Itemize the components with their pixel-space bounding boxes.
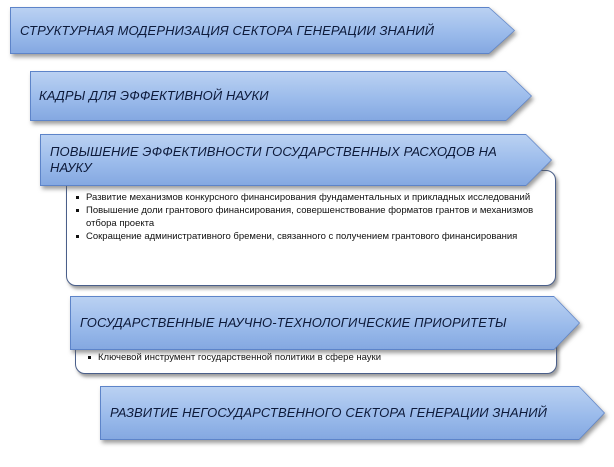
- step-arrow-priorities: [70, 296, 580, 350]
- list-item: Ключевой инструмент государственной политики в сфере науки: [86, 351, 546, 364]
- details-panel-spending: [66, 170, 556, 286]
- step-label: ПОВЫШЕНИЕ ЭФФЕКТИВНОСТИ ГОСУДАРСТВЕННЫХ РАСХОДОВ НА НАУКУ: [50, 144, 497, 175]
- step-arrow-personnel: [30, 71, 532, 121]
- list-item: Сокращение административного бремени, связанного с получением грантового финансирования: [74, 230, 545, 243]
- step-arrow-spending-efficiency: [40, 134, 552, 186]
- step-label: СТРУКТУРНАЯ МОДЕРНИЗАЦИЯ СЕКТОРА ГЕНЕРАЦИИ ЗНАНИЙ: [20, 22, 435, 38]
- step-label: КАДРЫ ДЛЯ ЭФФЕКТИВНОЙ НАУКИ: [39, 88, 269, 103]
- list-item: Развитие механизмов конкурсного финансирования фундаментальных и прикладных исследований: [74, 191, 545, 204]
- step-label: РАЗВИТИЕ НЕГОСУДАРСТВЕННОГО СЕКТОРА ГЕНЕРАЦИИ ЗНАНИЙ: [110, 405, 547, 420]
- step-arrow-structural-modernization: [10, 7, 515, 54]
- step-arrow-nongovernment-sector: [100, 386, 605, 440]
- list-item: Повышение доли грантового финансирования, совершенствование форматов грантов и механизмов отбора проекта: [74, 204, 545, 230]
- step-label: ГОСУДАРСТВЕННЫЕ НАУЧНО-ТЕХНОЛОГИЧЕСКИЕ ПРИОРИТЕТЫ: [80, 315, 507, 330]
